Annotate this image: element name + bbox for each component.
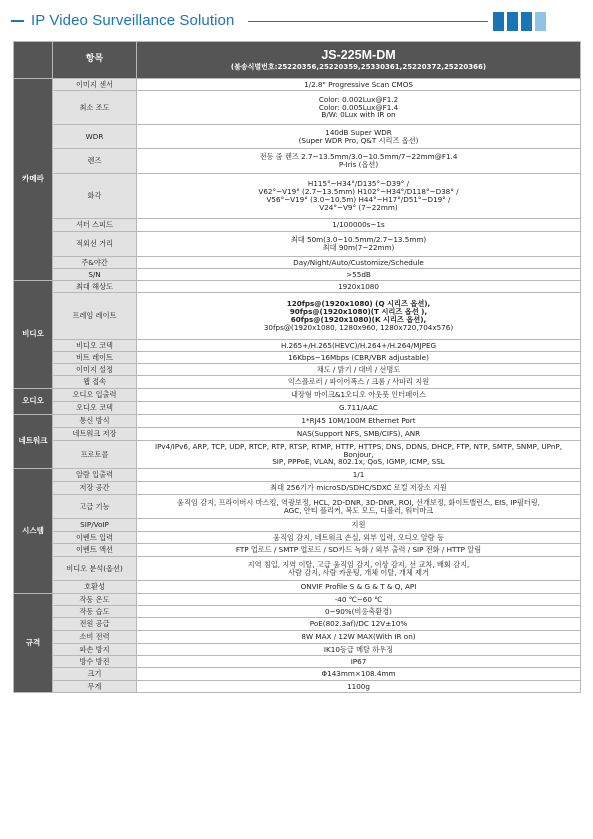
spec-value (137, 681, 581, 693)
spec-value-line: 120fps@(1920x1080) (Q 시리즈 옵션), (286, 299, 431, 309)
spec-label: 네트워크 저장 (53, 428, 137, 441)
spec-value (137, 364, 581, 376)
spec-label: 방수 방진 (53, 656, 137, 668)
spec-value-line: H115°~H34°/D135°~D39° / (307, 179, 410, 189)
spec-value (137, 482, 581, 495)
spec-value-line: 최대 256기가 microSD/SDHC/SDXC 로컬 저장소 지원 (270, 483, 447, 493)
spec-label: 저장 공간 (53, 482, 137, 495)
spec-value-line: 60fps@(1920x1080)(K 시리즈 옵션), (290, 315, 427, 324)
table-row (14, 125, 581, 149)
spec-value-line: Day/Night/Auto/Customize/Schedule (293, 257, 424, 267)
table-row (14, 519, 581, 532)
page-title: IP Video Surveillance Solution (31, 12, 235, 29)
table-row (14, 91, 581, 125)
spec-table-body (14, 42, 581, 693)
table-row (14, 428, 581, 441)
spec-label: 화각 (53, 174, 137, 219)
category-camera: 카메라 (14, 79, 53, 281)
table-row (14, 376, 581, 389)
spec-value (137, 581, 581, 594)
table-row (14, 631, 581, 644)
spec-value-line: IPv4/IPv6, ARP, TCP, UDP, RTCP, RTP, RTSP, RTMP, HTTP, HTTPS, DNS, DDNS, DHCP, FTP, NTP, SMTP, SNMP, UPnP, Bonjour, (154, 441, 563, 459)
spec-value-line: 1/100000s~1s (332, 220, 385, 230)
spec-value (137, 125, 581, 149)
table-row (14, 557, 581, 581)
spec-value-line: 1/2.8" Progressive Scan CMOS (304, 79, 413, 89)
spec-value-line: 1/1 (352, 470, 365, 480)
spec-label: 전원 공급 (53, 618, 137, 631)
spec-label: 이미지 센서 (53, 79, 137, 91)
spec-label: 오디오 코덱 (53, 402, 137, 415)
table-row (14, 149, 581, 174)
table-row (14, 232, 581, 257)
spec-label: 셔터 스피드 (53, 219, 137, 232)
spec-label: WDR (53, 125, 137, 149)
table-row (14, 606, 581, 618)
spec-value-line: 30fps@(1920x1080, 1280x960, 1280x720,704x576) (263, 322, 454, 332)
spec-value-line: Color: 0.002Lux@F1.2 (318, 94, 399, 104)
spec-label: 웹 접속 (53, 376, 137, 389)
spec-label: 호환성 (53, 581, 137, 594)
spec-value (137, 415, 581, 428)
table-row (14, 681, 581, 693)
table-row (14, 544, 581, 557)
spec-value (137, 79, 581, 91)
spec-value-line: V62°~V19° (2.7~13.5mm) H102°~H34°/D118°~D38° / (258, 187, 459, 197)
spec-value (137, 149, 581, 174)
table-row (14, 364, 581, 376)
category-system: 시스템 (14, 469, 53, 594)
category-network: 네트워크 (14, 415, 53, 469)
spec-label: 이벤트 액션 (53, 544, 137, 557)
spec-value (137, 257, 581, 269)
spec-value-line: IP67 (350, 656, 367, 666)
spec-value-line: FTP 업로드 / SMTP 업로드 / SD카드 녹화 / 외부 출력 / SIP 전화 / HTTP 알림 (235, 545, 482, 555)
spec-value (137, 519, 581, 532)
header-dash-decoration (11, 20, 24, 22)
item-header: 항목 (53, 42, 137, 79)
spec-value-line: 움직임 감지, 프라이버시 마스킹, 역광보정, HCL, 2D-DNR, 3D-DNR, ROI, 선개보정, 화이트밸런스, EIS, IP필터링, (177, 497, 540, 507)
category-spec: 규격 (14, 594, 53, 693)
spec-label: 프레임 레이트 (53, 293, 137, 340)
spec-value (137, 340, 581, 352)
spec-value-line: 8W MAX / 12W MAX(With IR on) (301, 632, 416, 642)
spec-label: 최소 조도 (53, 91, 137, 125)
spec-value (137, 668, 581, 681)
table-row (14, 618, 581, 631)
spec-label: 소비 전력 (53, 631, 137, 644)
spec-value (137, 232, 581, 257)
header-blocks-decoration (493, 12, 546, 31)
table-header-row (14, 42, 581, 79)
spec-value-line: 움직임 감지, 네트워크 손실, 외부 입력, 오디오 알람 등 (273, 532, 444, 542)
spec-label: 작동 온도 (53, 594, 137, 606)
spec-value (137, 293, 581, 340)
spec-value-line: IK10등급 메탈 하우징 (323, 644, 394, 654)
spec-value-line: G.711/AAC (339, 403, 378, 413)
spec-label: 비트 레이트 (53, 352, 137, 364)
table-row (14, 402, 581, 415)
spec-value-line: NAS(Support NFS, SMB/CIFS), ANR (296, 429, 421, 439)
cert-number: (불송식별번호:25220356,25220359,25330361,25220372,25220366) (230, 63, 487, 71)
table-row (14, 269, 581, 281)
table-row (14, 495, 581, 519)
spec-label: 크기 (53, 668, 137, 681)
spec-value-line: -40 ℃~60 ℃ (334, 594, 383, 604)
spec-value (137, 656, 581, 668)
spec-value-line: 사람 감지, 사람 카운팅, 개체 이탈, 개체 제거 (288, 567, 429, 577)
spec-value-line: 90fps@(1920x1080)(T 시리즈 옵션 ), (289, 307, 428, 317)
spec-value (137, 594, 581, 606)
spec-value-line: 0~90%(비응축환경) (325, 606, 392, 616)
spec-value-line: 1*RJ45 10M/100M Ethernet Port (301, 416, 416, 426)
category-audio: 오디오 (14, 389, 53, 415)
spec-value-line: SIP, PPPoE, VLAN, 802.1x, QoS, IGMP, ICMP, SSL (272, 457, 445, 467)
model-name: JS-225M-DM (321, 48, 396, 62)
spec-value-line: 최대 50m(3.0~10.5mm/2.7~13.5mm) (290, 235, 427, 245)
model-header-cell (137, 42, 581, 79)
spec-value-line: Φ143mm×108.4mm (321, 669, 396, 679)
table-row (14, 668, 581, 681)
table-row (14, 174, 581, 219)
spec-value-line: 1100g (347, 681, 370, 691)
table-row (14, 482, 581, 495)
spec-value-line: >55dB (346, 269, 371, 279)
spec-label: 이벤트 입력 (53, 532, 137, 544)
spec-label: 오디오 입출력 (53, 389, 137, 402)
table-row (14, 441, 581, 469)
spec-label: 비디오 분석(옵션) (53, 557, 137, 581)
spec-value (137, 557, 581, 581)
spec-value (137, 402, 581, 415)
spec-label: SIP/VoIP (53, 519, 137, 532)
spec-value-line: AGC, 안티 플리커, 복도 모드, 디블러, 워터마크 (283, 505, 434, 515)
spec-label: 비디오 코덱 (53, 340, 137, 352)
spec-value (137, 376, 581, 389)
spec-label: 무게 (53, 681, 137, 693)
spec-value-line: 1920x1080 (338, 281, 379, 291)
spec-label: 고급 기능 (53, 495, 137, 519)
table-row (14, 219, 581, 232)
table-row (14, 581, 581, 594)
spec-value (137, 352, 581, 364)
header-rule (248, 21, 488, 22)
spec-label: 작동 습도 (53, 606, 137, 618)
spec-value-line: 내장형 마이크&1오디오 아웃풋 인터페이스 (290, 390, 427, 400)
spec-value-line: 채도 / 밝기 / 대비 / 선명도 (316, 364, 401, 374)
table-row (14, 656, 581, 668)
spec-value-line: V24°~V9° (7~22mm) (319, 202, 398, 212)
spec-value (137, 618, 581, 631)
spec-value-line: V56°~V19° (3.0~10.5m) H44°~H17°/D51°~D19° / (266, 195, 451, 204)
table-row (14, 389, 581, 402)
spec-value (137, 269, 581, 281)
spec-value-line: 지원 (351, 520, 366, 530)
spec-value-line: 전동 줌 렌즈 2.7~13.5mm/3.0~10.5mm/7~22mm@F1.4 (259, 152, 458, 162)
spec-value-line: Color: 0.005Lux@F1.4 (318, 102, 399, 112)
spec-value (137, 219, 581, 232)
spec-value (137, 631, 581, 644)
spec-value (137, 644, 581, 656)
spec-value (137, 441, 581, 469)
spec-table (13, 41, 581, 693)
spec-label: 파손 방지 (53, 644, 137, 656)
table-row (14, 281, 581, 293)
spec-value-line: (Super WDR Pro, Q&T 시리즈 옵션) (298, 135, 419, 145)
spec-value (137, 428, 581, 441)
table-row (14, 594, 581, 606)
spec-value-line: H.265+/H.265(HEVC)/H.264+/H.264/MJPEG (280, 340, 437, 350)
header-corner-cell (14, 42, 53, 79)
spec-value-line: 익스플로러 / 파이어폭스 / 크롬 / 사파리 지원 (287, 377, 430, 387)
table-row (14, 79, 581, 91)
spec-value-line: 지역 침입, 지역 이탈, 고급 움직임 감지, 이상 감지, 선 교차, 배회 감지, (247, 559, 470, 569)
table-row (14, 644, 581, 656)
spec-value-line: ONVIF Profile S & G & T & Q, API (300, 582, 417, 592)
spec-label: 알람 입출력 (53, 469, 137, 482)
table-row (14, 532, 581, 544)
spec-label: 렌즈 (53, 149, 137, 174)
table-row (14, 469, 581, 482)
spec-value-line: 16Kbps~16Mbps (CBR/VBR adjustable) (288, 352, 429, 362)
table-row (14, 352, 581, 364)
spec-label: 적외선 거리 (53, 232, 137, 257)
spec-label: 프로토콜 (53, 441, 137, 469)
spec-value-line: 140dB Super WDR (325, 127, 392, 137)
spec-value (137, 532, 581, 544)
spec-label: S/N (53, 269, 137, 281)
spec-value-line: P-Iris (옵션) (338, 160, 379, 169)
spec-value (137, 495, 581, 519)
table-row (14, 257, 581, 269)
spec-label: 최대 해상도 (53, 281, 137, 293)
spec-value (137, 389, 581, 402)
spec-label: 통신 방식 (53, 415, 137, 428)
spec-value (137, 469, 581, 482)
spec-value-line: B/W: 0Lux with IR on (321, 110, 396, 120)
spec-value (137, 606, 581, 618)
spec-label: 주&야간 (53, 257, 137, 269)
table-row (14, 340, 581, 352)
spec-value-line: 최대 90m(7~22mm) (322, 243, 395, 252)
table-row (14, 415, 581, 428)
table-row (14, 293, 581, 340)
category-video: 비디오 (14, 281, 53, 389)
spec-value-line: PoE(802.3af)/DC 12V±10% (309, 619, 408, 629)
spec-value (137, 91, 581, 125)
spec-label: 이미지 설정 (53, 364, 137, 376)
spec-value (137, 544, 581, 557)
spec-value (137, 174, 581, 219)
spec-value (137, 281, 581, 293)
